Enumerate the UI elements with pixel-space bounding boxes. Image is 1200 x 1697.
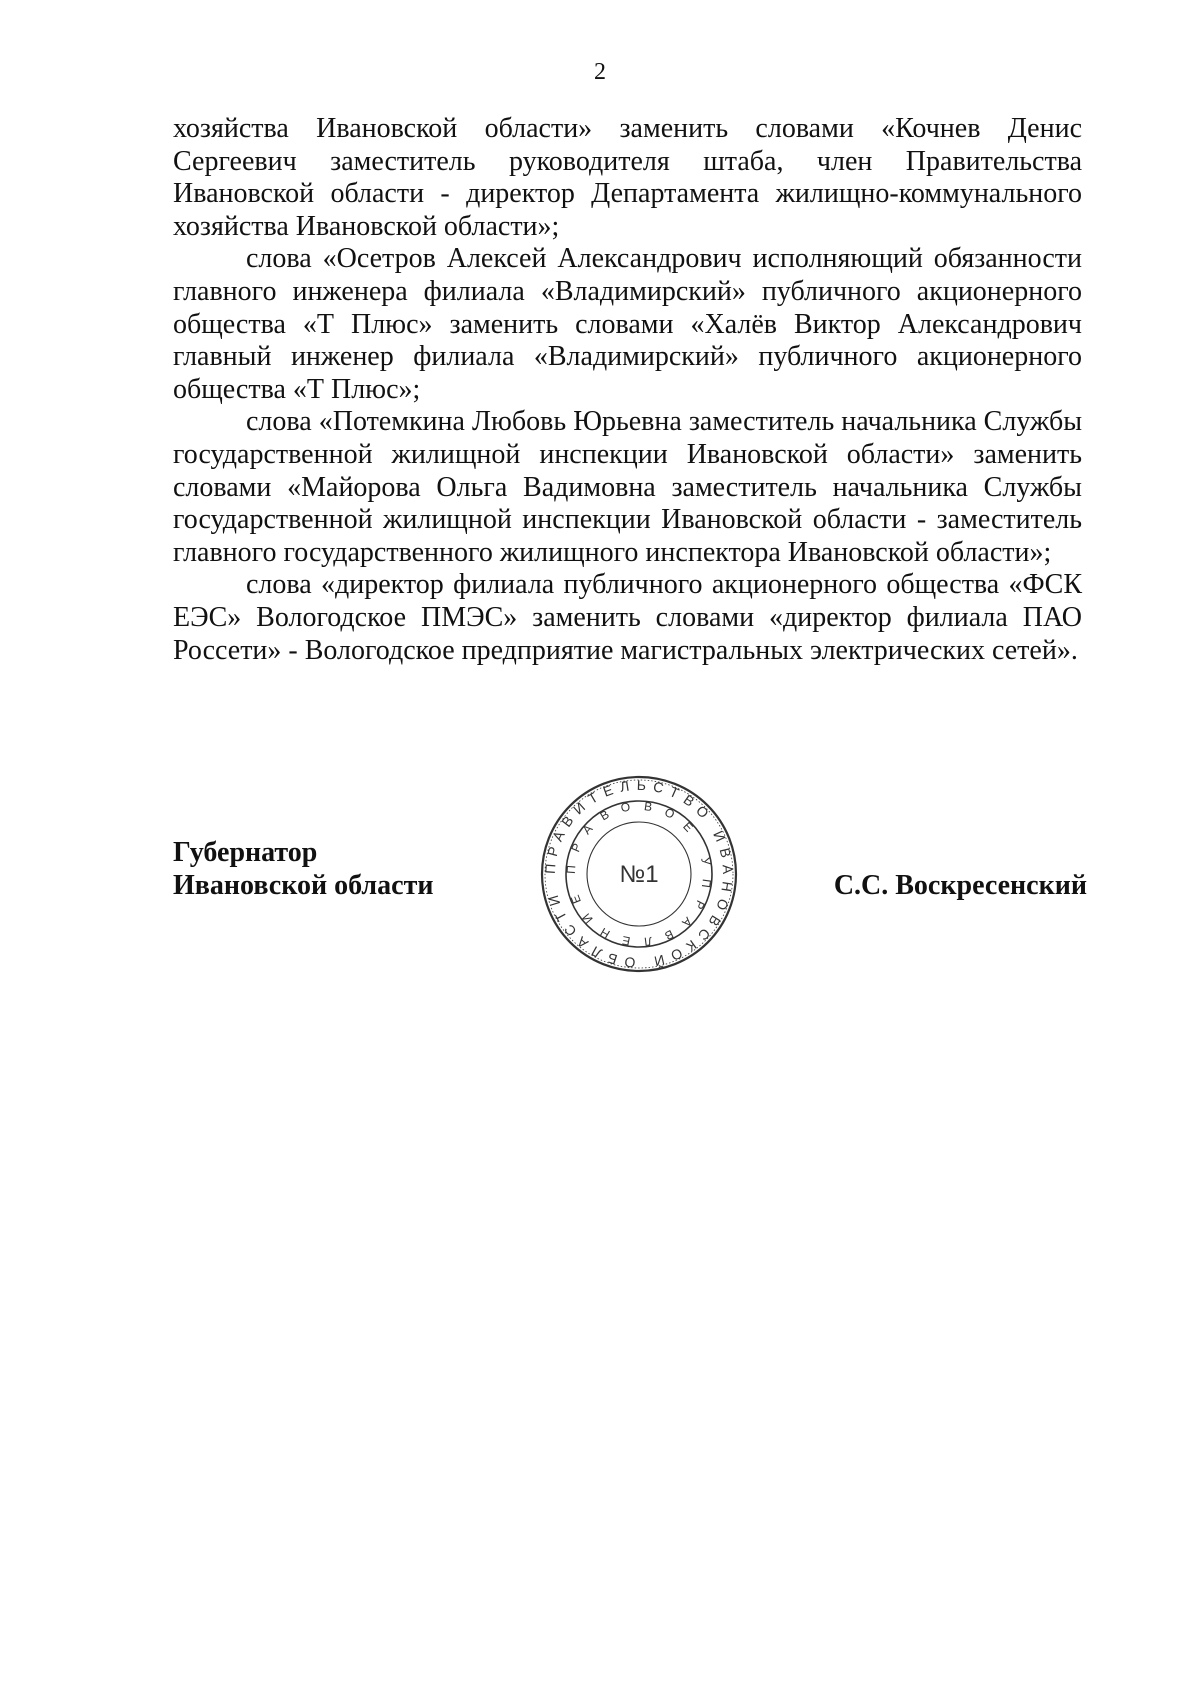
signatory-position xyxy=(173,836,433,902)
paragraph-4: слова «директор филиала публичного акционерного общества «ФСК ЕЭС» Вологодское ПМЭС» заменить словами «директор филиала ПАО Россети» - Вологодское предприятие магистральных электрических сетей». xyxy=(173,569,1082,666)
seal-outer-text: ПРАВИТЕЛЬСТВО ИВАНОВСКОЙ ОБЛАСТИ xyxy=(541,776,737,972)
paragraph-3: слова «Потемкина Любовь Юрьевна заместитель начальника Службы государственной жилищной инспекции Ивановской области» заменить словами «Майорова Ольга Вадимовна заместитель начальника Службы государственной жилищной инспекции Ивановской области - заместитель главного государственного жилищного инспектора Ивановской области»; xyxy=(173,406,1082,568)
paragraph-2: слова «Осетров Алексей Александрович исполняющий обязанности главного инженера филиала «Владимирский» публичного акционерного общества «Т Плюс» заменить словами «Халёв Виктор Александрович главный инженер филиала «Владимирский» публичного акционерного общества «Т Плюс»; xyxy=(173,243,1082,405)
seal-inner-text: ПРАВОВОЕ УПРАВЛЕНИЕ xyxy=(563,799,714,949)
signatory-position-line2: Ивановской области xyxy=(173,870,434,901)
signatory-position-line1: Губернатор xyxy=(173,837,318,868)
document-body xyxy=(173,113,1082,667)
seal-center-number: №1 xyxy=(619,861,659,888)
official-seal-stamp xyxy=(539,774,739,974)
signatory-name: С.С. Воскресенский xyxy=(833,870,1087,901)
paragraph-1: хозяйства Ивановской области» заменить словами «Кочнев Денис Сергеевич заместитель руководителя штаба, член Правительства Ивановской области - директор Департамента жилищно-коммунального хозяйства Ивановской области»; xyxy=(173,113,1082,242)
page-number: 2 xyxy=(594,59,606,85)
